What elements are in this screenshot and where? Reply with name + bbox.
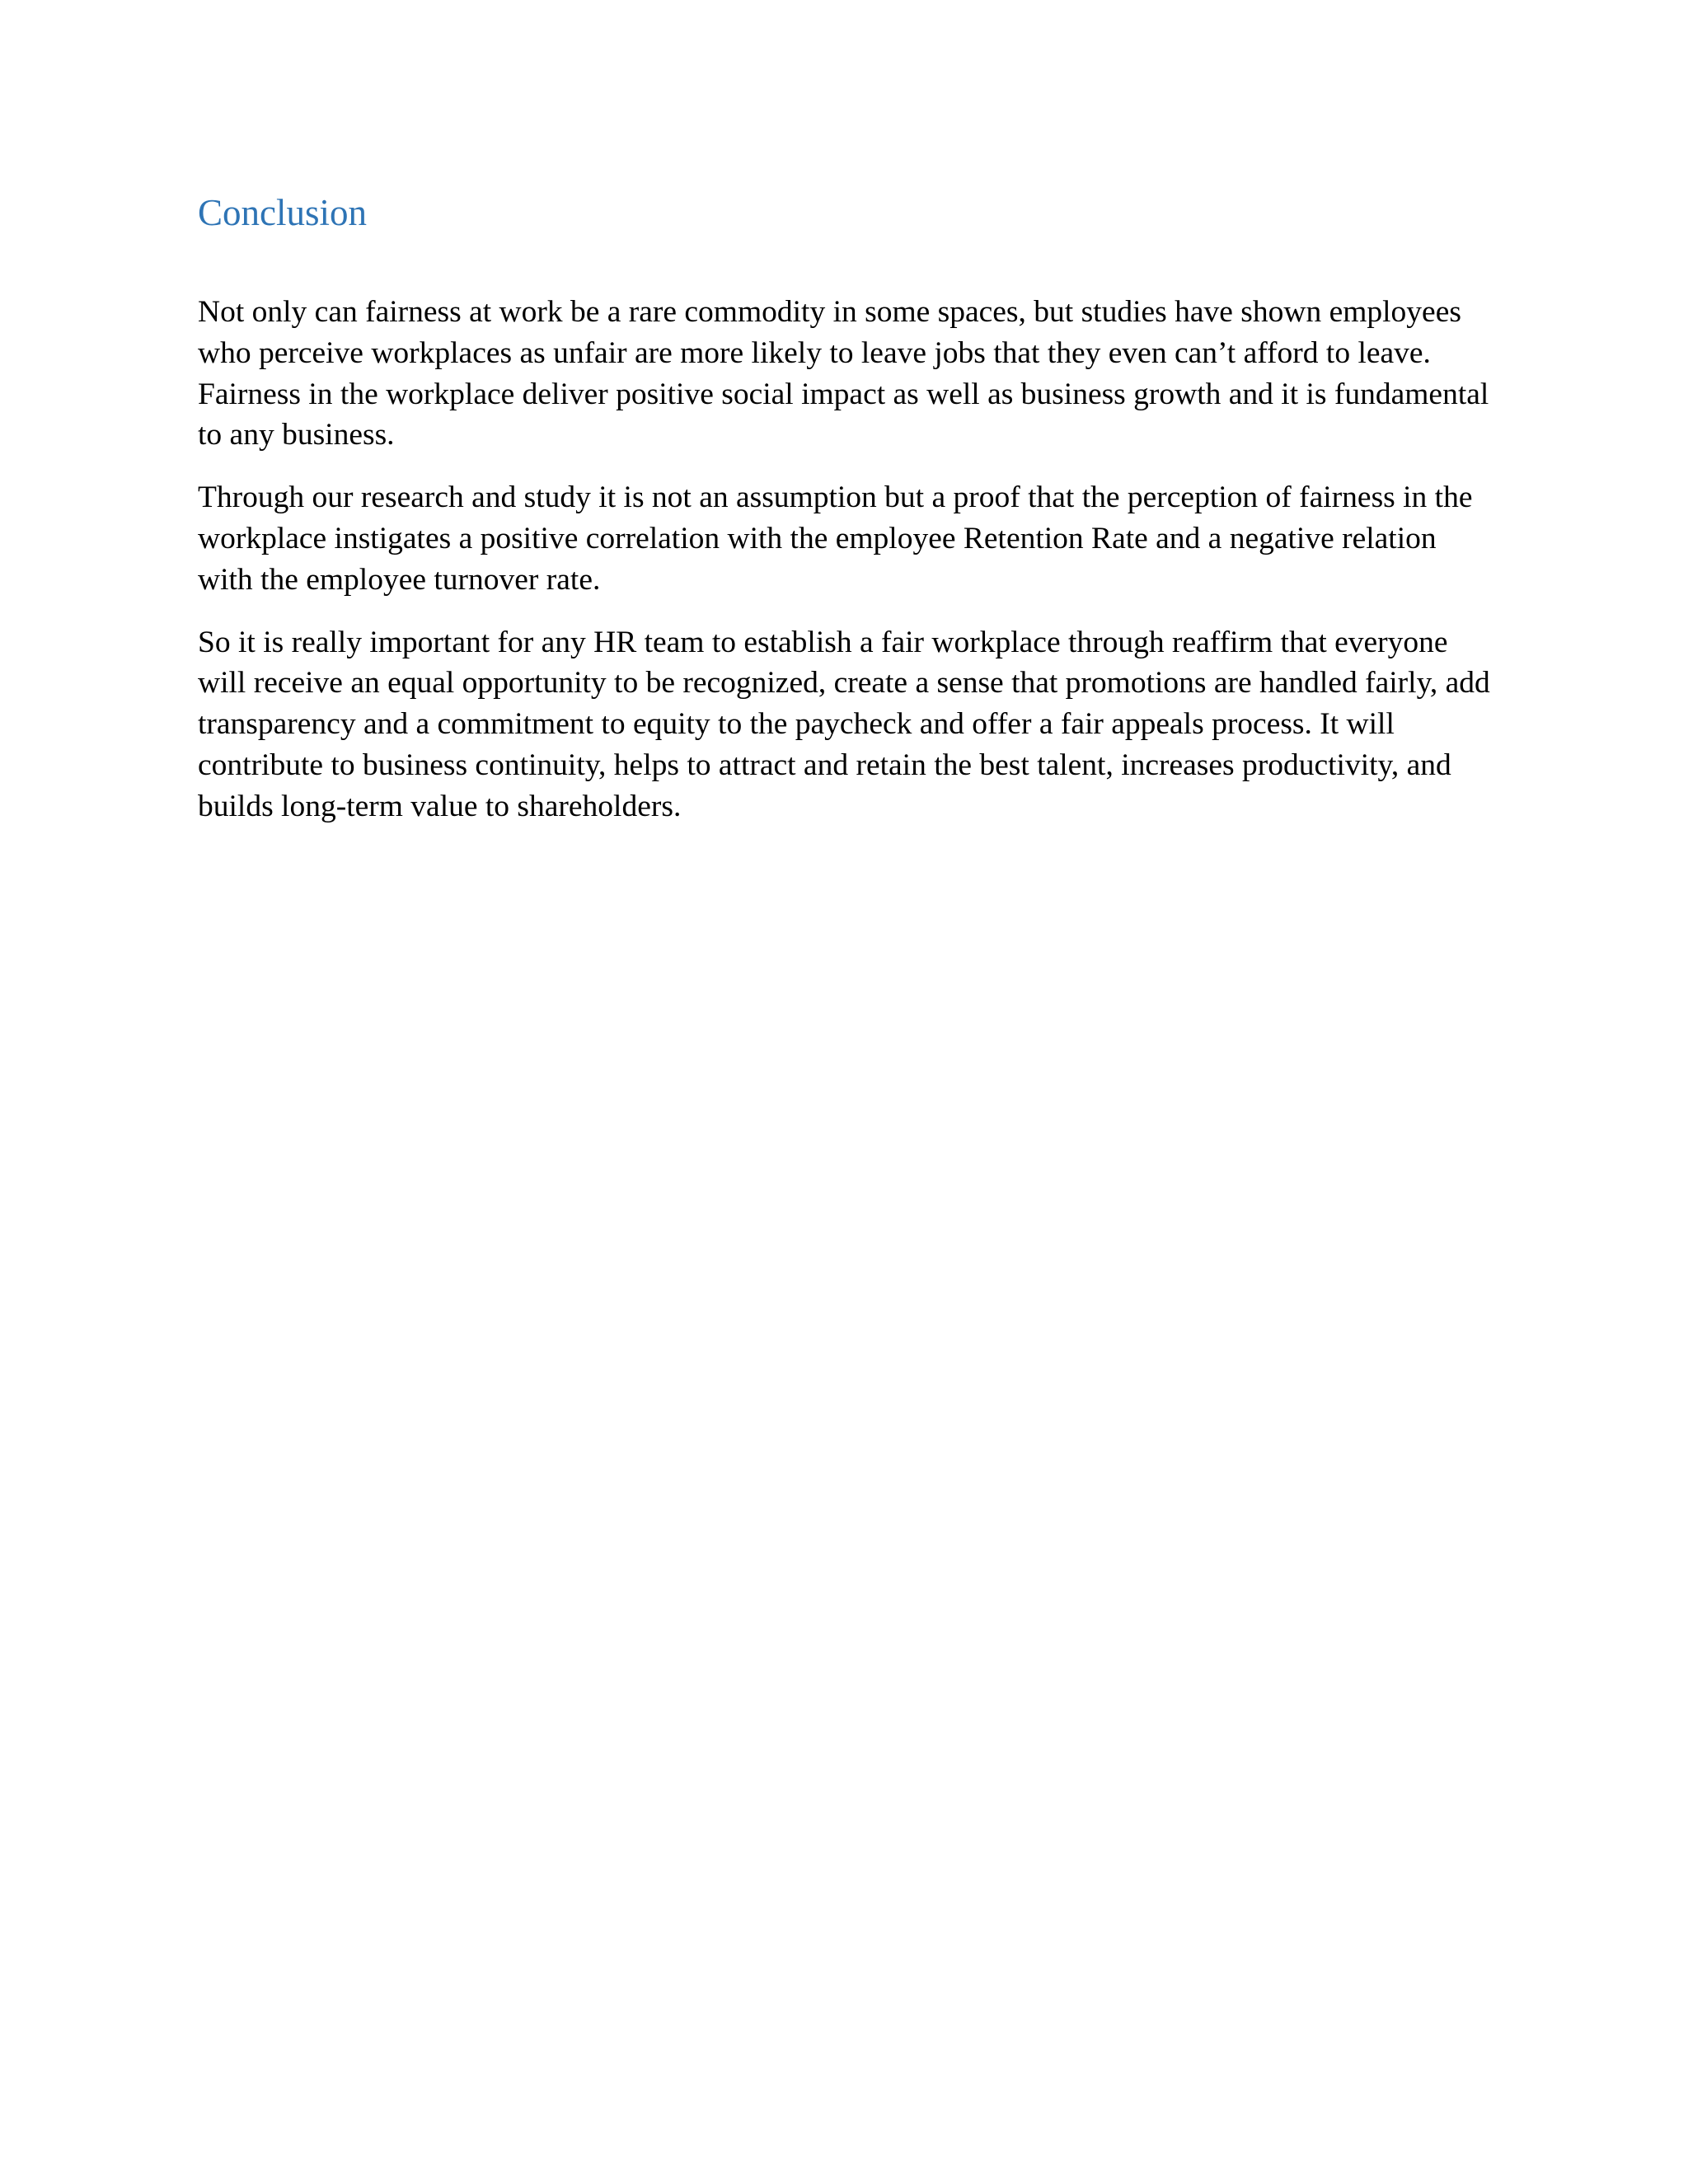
page-content	[198, 188, 1490, 827]
paragraph-fairness-intro: Not only can fairness at work be a rare commodity in some spaces, but studies have shown employees who perceive workplaces as unfair are more likely to leave jobs that they even can’t afford to leave. Fairness in the workplace deliver positive social impact as well as business growth and it is fundamental to any business.	[198, 295, 1489, 452]
section-heading: Conclusion	[198, 192, 368, 233]
paragraph-hr-recommendations: So it is really important for any HR team to establish a fair workplace through reaffirm that everyone will receive an equal opportunity to be recognized, create a sense that promotions are handled fairly, add transparency and a commitment to equity to the paycheck and offer a fair appeals process. It will contribute to business continuity, helps to attract and retain the best talent, increases productivity, and builds long-term value to shareholders.	[198, 625, 1490, 823]
paragraph-research-findings: Through our research and study it is not an assumption but a proof that the perception of fairness in the workplace instigates a positive correlation with the employee Retention Rate and a negative relation with the employee turnover rate.	[198, 480, 1473, 597]
